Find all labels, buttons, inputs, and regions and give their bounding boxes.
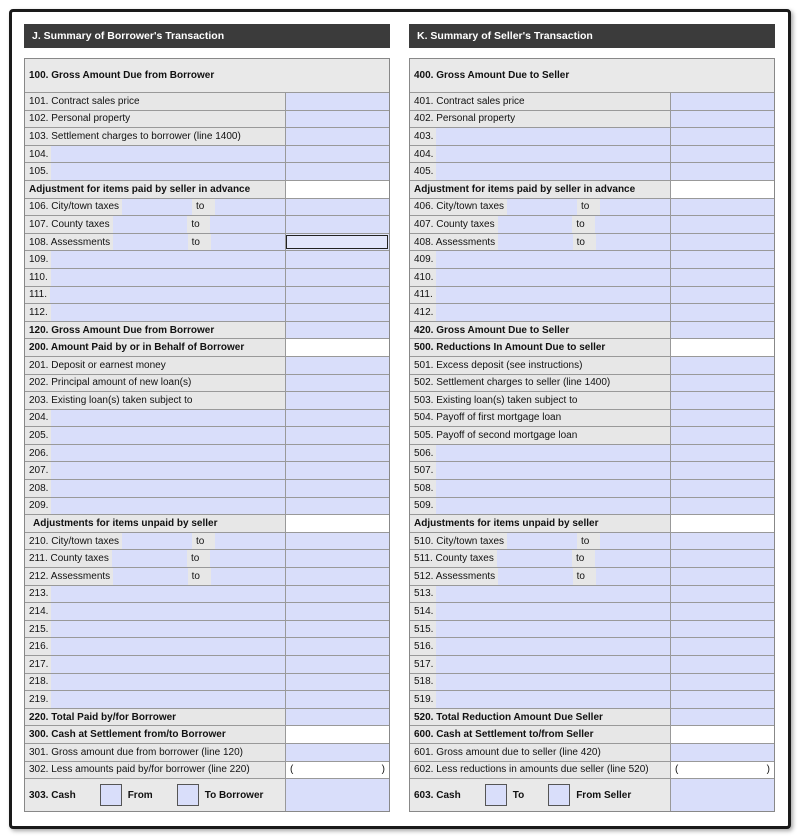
amount-209-field[interactable] [285, 498, 389, 515]
amount-216-field[interactable] [285, 638, 389, 655]
row-215: 215. [25, 621, 389, 639]
amount-420-field[interactable] [670, 322, 774, 339]
row-111: 111. [25, 287, 389, 305]
amount-103-field[interactable] [285, 128, 389, 145]
amount-110-field[interactable] [285, 269, 389, 286]
row-205: 205. [25, 427, 389, 445]
amount-205-field[interactable] [285, 427, 389, 444]
desc-508-field[interactable] [436, 480, 670, 497]
row-600: 600. Cash at Settlement to/from Seller [410, 726, 774, 744]
row-511: 511. County taxes to [410, 550, 774, 568]
amount-201-field[interactable] [285, 357, 389, 374]
row-506: 506. [410, 445, 774, 463]
amount-403-field[interactable] [670, 128, 774, 145]
from-510-field[interactable] [507, 533, 577, 550]
amount-510-field[interactable] [670, 533, 774, 550]
amount-506-field[interactable] [670, 445, 774, 462]
amount-210-field[interactable] [285, 533, 389, 550]
desc-215-field[interactable] [51, 621, 285, 638]
row-504: 504. Payoff of first mortgage loan [410, 410, 774, 428]
row-603: 603. Cash To From Seller [410, 779, 774, 811]
row-412: 412. [410, 304, 774, 322]
desc-112-field[interactable] [51, 304, 285, 321]
to-512-field[interactable] [596, 568, 670, 585]
from-210-field[interactable] [122, 533, 192, 550]
amount-517-field[interactable] [670, 656, 774, 673]
desc-519-field[interactable] [436, 691, 670, 708]
desc-513-field[interactable] [436, 586, 670, 603]
desc-412-field[interactable] [436, 304, 670, 321]
borrower-column [24, 24, 390, 812]
desc-105-field[interactable] [51, 163, 285, 180]
row-516: 516. [410, 638, 774, 656]
amount-502-field[interactable] [670, 375, 774, 392]
amount-203-field[interactable] [285, 392, 389, 409]
to-210-field[interactable] [215, 533, 285, 550]
row-104: 104. [25, 146, 389, 164]
row-201: 201. Deposit or earnest money [25, 357, 389, 375]
amount-401-field[interactable] [670, 93, 774, 110]
row-420: 420. Gross Amount Due to Seller [410, 322, 774, 340]
row-220: 220. Total Paid by/for Borrower [25, 709, 389, 727]
amount-219-field[interactable] [285, 691, 389, 708]
amount-513-field[interactable] [670, 586, 774, 603]
amount-111-field[interactable] [285, 287, 389, 304]
desc-516-field[interactable] [436, 638, 670, 655]
from-408-field[interactable] [498, 234, 572, 251]
desc-205-field[interactable] [51, 427, 285, 444]
amount-404-field[interactable] [670, 146, 774, 163]
from-211-field[interactable] [112, 550, 187, 567]
amount-206-field[interactable] [285, 445, 389, 462]
amount-104-field[interactable] [285, 146, 389, 163]
from-checkbox[interactable] [100, 784, 122, 806]
amount-106-field[interactable] [285, 199, 389, 216]
amount-505-field[interactable] [670, 427, 774, 444]
desc-409-field[interactable] [436, 251, 670, 268]
amount-101-field[interactable] [285, 93, 389, 110]
to-510-field[interactable] [600, 533, 670, 550]
amount-514-field[interactable] [670, 603, 774, 620]
row-519: 519. [410, 691, 774, 709]
row-101: 101. Contract sales price [25, 93, 389, 111]
desc-110-field[interactable] [51, 269, 285, 286]
amount-411-field[interactable] [670, 287, 774, 304]
desc-206-field[interactable] [51, 445, 285, 462]
from-407-field[interactable] [498, 216, 573, 233]
row-601: 601. Gross amount due to seller (line 420) [410, 744, 774, 762]
row-411: 411. [410, 287, 774, 305]
row-103: 103. Settlement charges to borrower (line 1400) [25, 128, 389, 146]
row-112: 112. [25, 304, 389, 322]
to-406-field[interactable] [600, 199, 670, 216]
from-107-field[interactable] [113, 216, 188, 233]
amount-202-field[interactable] [285, 375, 389, 392]
amount-409-field[interactable] [670, 251, 774, 268]
desc-209-field[interactable] [51, 498, 285, 515]
to-106-field[interactable] [215, 199, 285, 216]
amount-214-field[interactable] [285, 603, 389, 620]
to-108-field[interactable] [211, 234, 285, 251]
row-503: 503. Existing loan(s) taken subject to [410, 392, 774, 410]
row-216: 216. [25, 638, 389, 656]
row-207: 207. [25, 462, 389, 480]
desc-403-field[interactable] [436, 128, 670, 145]
amount-303-field[interactable] [285, 779, 389, 811]
form-frame [9, 9, 791, 829]
amount-107-field[interactable] [285, 216, 389, 233]
amount-213-field[interactable] [285, 586, 389, 603]
row-120: 120. Gross Amount Due from Borrower [25, 322, 389, 340]
desc-104-field[interactable] [51, 146, 285, 163]
row-401: 401. Contract sales price [410, 93, 774, 111]
row-510: 510. City/town taxes to [410, 533, 774, 551]
row-211: 211. County taxes to [25, 550, 389, 568]
amount-507-field[interactable] [670, 462, 774, 479]
amount-215-field[interactable] [285, 621, 389, 638]
to-408-field[interactable] [596, 234, 670, 251]
amount-212-field[interactable] [285, 568, 389, 585]
from-seller-checkbox[interactable] [548, 784, 570, 806]
row-400: 400. Gross Amount Due to Seller [410, 59, 774, 93]
row-405: 405. [410, 163, 774, 181]
amount-204-field[interactable] [285, 410, 389, 427]
amount-520-field[interactable] [670, 709, 774, 726]
amount-405-field[interactable] [670, 163, 774, 180]
row-100: 100. Gross Amount Due from Borrower [25, 59, 389, 93]
from-108-field[interactable] [113, 234, 187, 251]
row-210: 210. City/town taxes to [25, 533, 389, 551]
row-303: 303. Cash From To Borrower [25, 779, 389, 811]
row-208: 208. [25, 480, 389, 498]
to-511-field[interactable] [595, 550, 670, 567]
amount-120-field[interactable] [285, 322, 389, 339]
amount-410-field[interactable] [670, 269, 774, 286]
to-407-field[interactable] [595, 216, 670, 233]
desc-509-field[interactable] [436, 498, 670, 515]
amount-509-field[interactable] [670, 498, 774, 515]
desc-506-field[interactable] [436, 445, 670, 462]
amount-503-field[interactable] [670, 392, 774, 409]
amount-515-field[interactable] [670, 621, 774, 638]
row-501: 501. Excess deposit (see instructions) [410, 357, 774, 375]
row-203: 203. Existing loan(s) taken subject to [25, 392, 389, 410]
amount-603-field[interactable] [670, 779, 774, 811]
row-602: 602. Less reductions in amounts due seller (line 520) ( ) [410, 762, 774, 780]
desc-518-field[interactable] [436, 674, 670, 691]
seller-section-title: K. Summary of Seller's Transaction [409, 24, 775, 48]
row-502: 502. Settlement charges to seller (line 1400) [410, 375, 774, 393]
desc-219-field[interactable] [51, 691, 285, 708]
seller-column [409, 24, 775, 812]
amount-408-field[interactable] [670, 234, 774, 251]
row-520: 520. Total Reduction Amount Due Seller [410, 709, 774, 727]
amount-218-field[interactable] [285, 674, 389, 691]
amount-512-field[interactable] [670, 568, 774, 585]
borrower-section-title: J. Summary of Borrower's Transaction [24, 24, 390, 48]
to-107-field[interactable] [210, 216, 285, 233]
amount-301-field[interactable] [285, 744, 389, 761]
amount-108-field[interactable] [285, 234, 389, 251]
row-514: 514. [410, 603, 774, 621]
to-checkbox[interactable] [485, 784, 507, 806]
row-508: 508. [410, 480, 774, 498]
row-212: 212. Assessments to [25, 568, 389, 586]
amount-407-field[interactable] [670, 216, 774, 233]
to-211-field[interactable] [210, 550, 285, 567]
row-218: 218. [25, 674, 389, 692]
row-500: 500. Reductions In Amount Due to seller [410, 339, 774, 357]
desc-111-field[interactable] [50, 287, 285, 304]
row-515: 515. [410, 621, 774, 639]
desc-214-field[interactable] [51, 603, 285, 620]
seller-table [409, 58, 775, 812]
from-106-field[interactable] [122, 199, 192, 216]
from-512-field[interactable] [498, 568, 572, 585]
desc-411-field[interactable] [436, 287, 670, 304]
to-borrower-checkbox[interactable] [177, 784, 199, 806]
amount-102-field[interactable] [285, 111, 389, 128]
amount-208-field[interactable] [285, 480, 389, 497]
row-202: 202. Principal amount of new loan(s) [25, 375, 389, 393]
row-410: 410. [410, 269, 774, 287]
amount-501-field[interactable] [670, 357, 774, 374]
row-301: 301. Gross amount due from borrower (line 120) [25, 744, 389, 762]
row-407: 407. County taxes to [410, 216, 774, 234]
row-200: 200. Amount Paid by or in Behalf of Borrower [25, 339, 389, 357]
row-219: 219. [25, 691, 389, 709]
desc-208-field[interactable] [51, 480, 285, 497]
row-402: 402. Personal property [410, 111, 774, 129]
row-513: 513. [410, 586, 774, 604]
row-408: 408. Assessments to [410, 234, 774, 252]
row-102: 102. Personal property [25, 111, 389, 129]
row-217: 217. [25, 656, 389, 674]
desc-410-field[interactable] [436, 269, 670, 286]
amount-412-field[interactable] [670, 304, 774, 321]
amount-402-field[interactable] [670, 111, 774, 128]
amount-302-field[interactable]: ( ) [285, 762, 389, 779]
desc-218-field[interactable] [51, 674, 285, 691]
row-403: 403. [410, 128, 774, 146]
desc-517-field[interactable] [436, 656, 670, 673]
amount-109-field[interactable] [285, 251, 389, 268]
row-505: 505. Payoff of second mortgage loan [410, 427, 774, 445]
amount-511-field[interactable] [670, 550, 774, 567]
desc-213-field[interactable] [51, 586, 285, 603]
amount-519-field[interactable] [670, 691, 774, 708]
row-518: 518. [410, 674, 774, 692]
desc-405-field[interactable] [436, 163, 670, 180]
from-212-field[interactable] [113, 568, 187, 585]
row-adj-unpaid: Adjustments for items unpaid by seller [25, 515, 389, 533]
amount-516-field[interactable] [670, 638, 774, 655]
desc-109-field[interactable] [51, 251, 285, 268]
amount-406-field[interactable] [670, 199, 774, 216]
row-214: 214. [25, 603, 389, 621]
row-108: 108. Assessments to [25, 234, 389, 252]
row-105: 105. [25, 163, 389, 181]
desc-204-field[interactable] [51, 410, 285, 427]
row-213: 213. [25, 586, 389, 604]
from-406-field[interactable] [507, 199, 577, 216]
amount-211-field[interactable] [285, 550, 389, 567]
row-204: 204. [25, 410, 389, 428]
amount-217-field[interactable] [285, 656, 389, 673]
borrower-table [24, 58, 390, 812]
row-209: 209. [25, 498, 389, 516]
row-seller-adj-advance: Adjustment for items paid by seller in advance [410, 181, 774, 199]
desc-507-field[interactable] [436, 462, 670, 479]
desc-207-field[interactable] [51, 462, 285, 479]
row-106: 106. City/town taxes to [25, 199, 389, 217]
row-206: 206. [25, 445, 389, 463]
desc-514-field[interactable] [436, 603, 670, 620]
row-517: 517. [410, 656, 774, 674]
amount-112-field[interactable] [285, 304, 389, 321]
row-509: 509. [410, 498, 774, 516]
amount-207-field[interactable] [285, 462, 389, 479]
desc-515-field[interactable] [436, 621, 670, 638]
row-507: 507. [410, 462, 774, 480]
amount-601-field[interactable] [670, 744, 774, 761]
row-302: 302. Less amounts paid by/for borrower (line 220) ( ) [25, 762, 389, 780]
row-110: 110. [25, 269, 389, 287]
row-adj-advance: Adjustment for items paid by seller in advance [25, 181, 389, 199]
row-seller-adj-unpaid: Adjustments for items unpaid by seller [410, 515, 774, 533]
row-300: 300. Cash at Settlement from/to Borrower [25, 726, 389, 744]
desc-216-field[interactable] [51, 638, 285, 655]
amount-508-field[interactable] [670, 480, 774, 497]
amount-105-field[interactable] [285, 163, 389, 180]
desc-217-field[interactable] [51, 656, 285, 673]
amount-220-field[interactable] [285, 709, 389, 726]
row-406: 406. City/town taxes to [410, 199, 774, 217]
amount-518-field[interactable] [670, 674, 774, 691]
to-212-field[interactable] [211, 568, 285, 585]
row-109: 109. [25, 251, 389, 269]
amount-602-field[interactable]: ( ) [670, 762, 774, 779]
row-107: 107. County taxes to [25, 216, 389, 234]
amount-504-field[interactable] [670, 410, 774, 427]
from-511-field[interactable] [497, 550, 572, 567]
desc-404-field[interactable] [436, 146, 670, 163]
row-512: 512. Assessments to [410, 568, 774, 586]
row-404: 404. [410, 146, 774, 164]
row-409: 409. [410, 251, 774, 269]
